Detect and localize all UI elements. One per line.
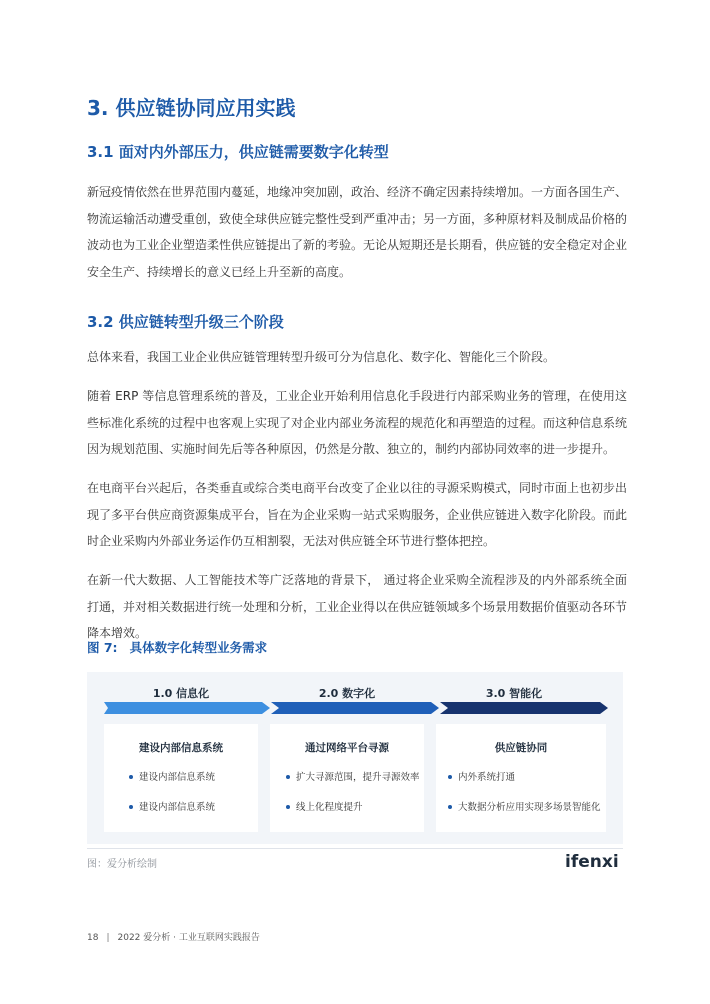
- figure-caption: [87, 638, 267, 656]
- figure-divider: [87, 848, 623, 849]
- report-title: 2022 爱分析 · 工业互联网实践报告: [117, 933, 260, 943]
- bullet-dot-icon: [286, 775, 290, 779]
- bullet-dot-icon: [129, 775, 133, 779]
- card-1-bullet-2: 建设内部信息系统: [129, 799, 215, 813]
- section-3-2-paragraph-3: 在电商平台兴起后，各类垂直或综合类电商平台改变了企业以往的寻源采购模式，同时市面上也初步出现了多平台供应商资源集成平台，旨在为企业采购一站式采购服务，企业供应链进入数字化阶段。而此时企业采购内外部业务运作仍互相割裂，无法对供应链全环节进行整体把控。: [87, 481, 628, 548]
- stage-card-3: [436, 724, 606, 832]
- ifenxi-logo: [565, 850, 621, 872]
- section-3-2-paragraph-2: 随着 ERP 等信息管理系统的普及，工业企业开始利用信息化手段进行内部采购业务的管理，在使用这些标准化系统的过程中也客观上实现了对企业内部业务流程的规范化和再塑造的过程。而这种信息系统因为规划范围、实施时间先后等各种原因，仍然是分散、独立的，制约内部协同效率的进一步提升。: [87, 389, 628, 456]
- card-3-bullet-2: 大数据分析应用实现多场景智能化: [448, 799, 601, 813]
- card-1-bullet-1: 建设内部信息系统: [129, 769, 215, 783]
- card-2-bullet-1: 扩大寻源范围，提升寻源效率: [286, 769, 420, 783]
- page-heading: 3. 供应链协同应用实践: [87, 96, 296, 120]
- stage-arrow-2: [271, 702, 439, 714]
- stage-label-1: 1.0 信息化: [152, 687, 210, 700]
- stage-label-3: 3.0 智能化: [485, 687, 543, 700]
- svg-text:ifenxi: ifenxi: [565, 852, 619, 872]
- card-3-bullet-1: 内外系统打通: [448, 769, 515, 783]
- section-3-2-title: 3.2 供应链转型升级三个阶段: [87, 313, 284, 331]
- stage-arrow-1: [104, 702, 270, 714]
- figure-label: 图 7:: [87, 640, 118, 655]
- stage-label-2: 2.0 数字化: [318, 687, 376, 700]
- bullet-dot-icon: [129, 805, 133, 809]
- page-number: 18: [87, 933, 99, 943]
- stage-arrow-3: [440, 702, 608, 714]
- page-footer: [87, 930, 260, 943]
- stage-card-1: [104, 724, 258, 832]
- footer-separator: |: [106, 933, 110, 943]
- section-3-2-paragraph-1: 总体来看，我国工业企业供应链管理转型升级可分为信息化、数字化、智能化三个阶段。: [87, 350, 556, 364]
- card-title-2: 通过网络平台寻源: [305, 742, 389, 754]
- card-2-bullet-2: 线上化程度提升: [286, 799, 363, 813]
- bullet-dot-icon: [286, 805, 290, 809]
- section-3-1-title: 3.1 面对内外部压力，供应链需要数字化转型: [87, 143, 389, 161]
- card-title-1: 建设内部信息系统: [139, 742, 223, 754]
- figure-source: 图：爱分析绘制: [87, 859, 157, 870]
- section-3-1-paragraph: 新冠疫情依然在世界范围内蔓延，地缘冲突加剧，政治、经济不确定因素持续增加。一方面各国生产、物流运输活动遭受重创，致使全球供应链完整性受到严重冲击；另一方面，多种原材料及制成品价格的波动也为工业企业塑造柔性供应链提出了新的考验。无论从短期还是长期看，供应链的安全稳定对企业安全生产、持续增长的意义已经上升至新的高度。: [87, 185, 628, 279]
- figure-title: 具体数字化转型业务需求: [129, 640, 268, 655]
- section-3-2-paragraph-4: 在新一代大数据、人工智能技术等广泛落地的背景下， 通过将企业采购全流程涉及的内外部系统全面打通，并对相关数据进行统一处理和分析，工业企业得以在供应链领域多个场景用数据价值驱动各环节降本增效。: [87, 573, 628, 640]
- card-title-3: 供应链协同: [494, 742, 548, 754]
- stage-arrows: [104, 702, 609, 714]
- bullet-dot-icon: [448, 805, 452, 809]
- bullet-dot-icon: [448, 775, 452, 779]
- figure-panel: [87, 672, 623, 844]
- stage-card-2: [270, 724, 424, 832]
